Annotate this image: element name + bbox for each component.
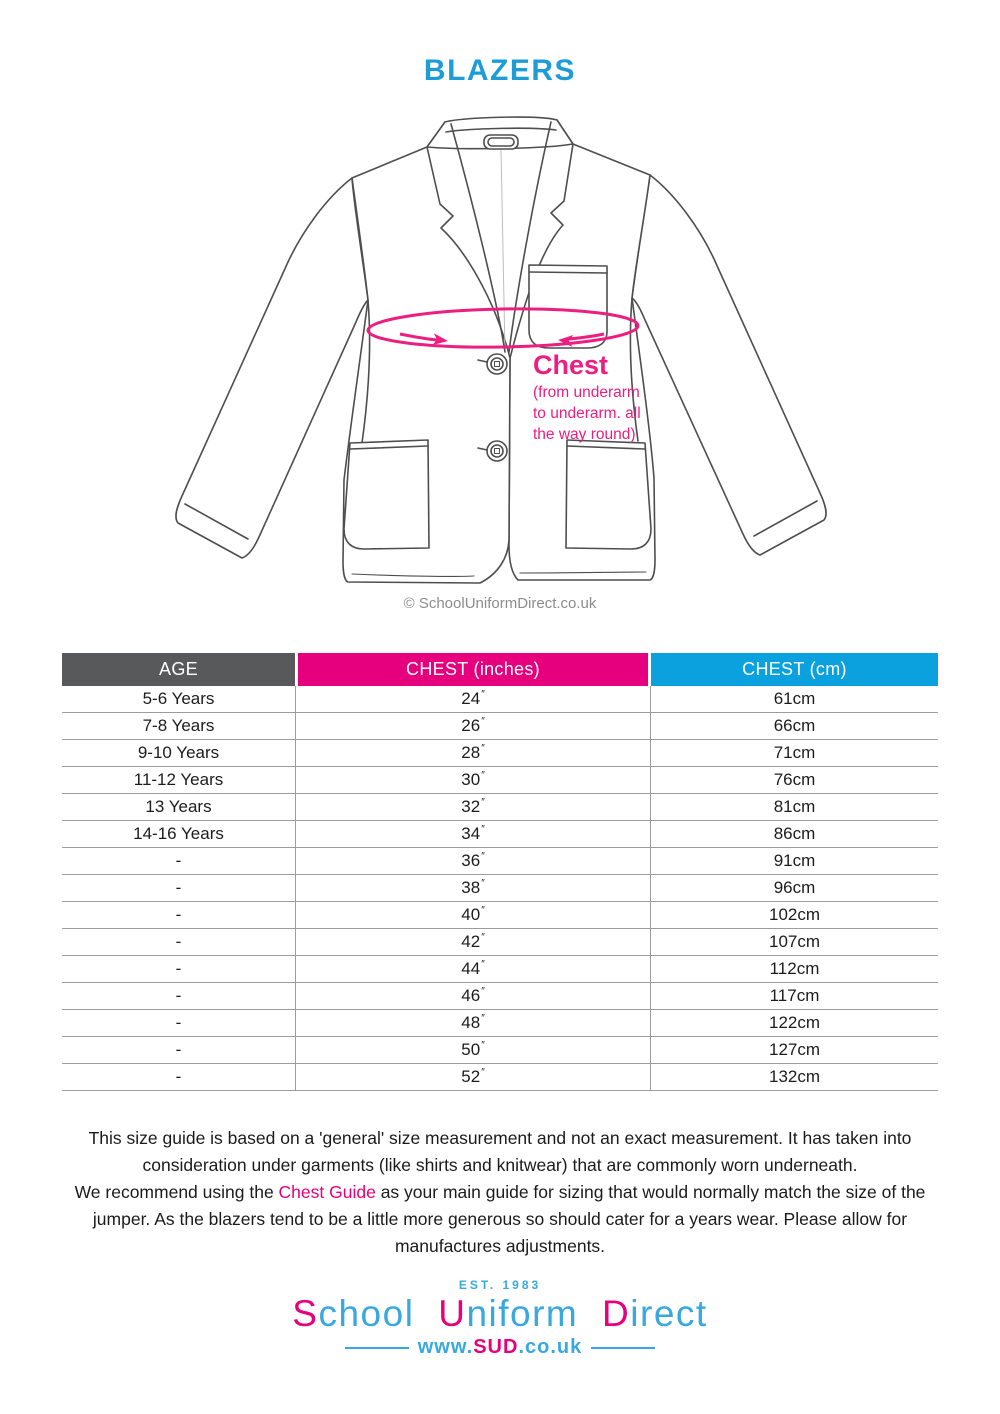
- age-cell: 14-16 Years: [62, 821, 295, 848]
- note-p2-after: as your main guide for sizing that would normally match the size of the jumper. As the blazers tend to be a little more generous so should cater for a years wear. Please allow for manufactures adjustments.: [92, 1182, 926, 1256]
- inch-mark: ″: [481, 878, 485, 889]
- chest-cm-cell: 127cm: [651, 1037, 938, 1064]
- size-table-body: [62, 686, 938, 1091]
- chest-inches-cell: 38″: [295, 875, 651, 902]
- note-paragraph-1: This size guide is based on a 'general' size measurement and not an exact measurement. It has taken into consideration under garments (like shirts and knitwear) that are commonly worn underneath.: [88, 1128, 912, 1175]
- age-cell: -: [62, 902, 295, 929]
- header-age: AGE: [62, 653, 295, 686]
- age-cell: -: [62, 875, 295, 902]
- chest-inches-cell: 48″: [295, 1010, 651, 1037]
- chest-cm-cell: 76cm: [651, 767, 938, 794]
- age-cell: -: [62, 1037, 295, 1064]
- table-row: [62, 983, 938, 1010]
- chest-inches-cell: 26″: [295, 713, 651, 740]
- inch-mark: ″: [481, 1013, 485, 1024]
- left-pocket: [344, 440, 429, 549]
- age-cell: -: [62, 848, 295, 875]
- inch-mark: ″: [481, 1040, 485, 1051]
- inch-mark: ″: [481, 905, 485, 916]
- chest-inches-cell: 46″: [295, 983, 651, 1010]
- website-row: [0, 1336, 1000, 1359]
- table-row: [62, 1010, 938, 1037]
- inch-mark: ″: [481, 770, 485, 781]
- chest-sublabel-2: to underarm. all: [533, 405, 641, 422]
- chest-cm-cell: 66cm: [651, 713, 938, 740]
- chest-inches-cell: 28″: [295, 740, 651, 767]
- blazer-diagram: [150, 92, 850, 620]
- chest-cm-cell: 81cm: [651, 794, 938, 821]
- age-cell: 9-10 Years: [62, 740, 295, 767]
- age-cell: 7-8 Years: [62, 713, 295, 740]
- inch-mark: ″: [481, 716, 485, 727]
- header-chest-inches: CHEST (inches): [295, 653, 651, 686]
- chest-cm-cell: 71cm: [651, 740, 938, 767]
- chest-cm-cell: 122cm: [651, 1010, 938, 1037]
- age-cell: 5-6 Years: [62, 686, 295, 713]
- chest-cm-cell: 61cm: [651, 686, 938, 713]
- right-sleeve: [632, 175, 826, 555]
- header-chest-cm: CHEST (cm): [651, 653, 938, 686]
- chest-inches-cell: 40″: [295, 902, 651, 929]
- age-cell: -: [62, 929, 295, 956]
- inch-mark: ″: [481, 824, 485, 835]
- chest-cm-cell: 86cm: [651, 821, 938, 848]
- blazer-figure: [150, 92, 850, 620]
- note-p2-before: We recommend using the: [74, 1182, 279, 1202]
- brand-word-school: School: [292, 1293, 415, 1334]
- chest-label: Chest: [533, 350, 609, 380]
- right-pocket: [566, 440, 651, 549]
- table-row: [62, 686, 938, 713]
- age-cell: -: [62, 956, 295, 983]
- age-cell: -: [62, 1010, 295, 1037]
- chest-inches-cell: 52″: [295, 1064, 651, 1091]
- left-sleeve: [176, 178, 368, 558]
- table-row: [62, 821, 938, 848]
- chest-inches-cell: 24″: [295, 686, 651, 713]
- brand-footer: [0, 1278, 1000, 1359]
- size-table: [62, 653, 938, 1091]
- table-row: [62, 767, 938, 794]
- chest-inches-cell: 44″: [295, 956, 651, 983]
- chest-cm-cell: 132cm: [651, 1064, 938, 1091]
- table-row: [62, 1064, 938, 1091]
- table-row: [62, 713, 938, 740]
- brand-logo: [0, 1293, 1000, 1335]
- age-cell: 13 Years: [62, 794, 295, 821]
- brand-word-direct: Direct: [602, 1293, 708, 1334]
- page-title: BLAZERS: [423, 54, 577, 87]
- size-guide-notes: [48, 1125, 953, 1260]
- inch-mark: ″: [481, 797, 485, 808]
- chest-sublabel-1: (from underarm: [533, 384, 640, 401]
- logo-dash-right: [591, 1347, 655, 1349]
- table-row: [62, 848, 938, 875]
- inch-mark: ″: [481, 689, 485, 700]
- inch-mark: ″: [481, 932, 485, 943]
- table-row: [62, 740, 938, 767]
- note-paragraph-2: [48, 1179, 953, 1260]
- chest-cm-cell: 91cm: [651, 848, 938, 875]
- table-row: [62, 902, 938, 929]
- table-row: [62, 1037, 938, 1064]
- chest-cm-cell: 96cm: [651, 875, 938, 902]
- chest-inches-cell: 50″: [295, 1037, 651, 1064]
- inch-mark: ″: [481, 1067, 485, 1078]
- chest-sublabel-3: the way round): [533, 426, 636, 443]
- chest-inches-cell: 32″: [295, 794, 651, 821]
- table-row: [62, 794, 938, 821]
- chest-guide-link: Chest Guide: [278, 1182, 376, 1202]
- chest-cm-cell: 102cm: [651, 902, 938, 929]
- logo-dash-left: [345, 1347, 409, 1349]
- table-row: [62, 956, 938, 983]
- brand-word-uniform: Uniform: [438, 1293, 579, 1334]
- established-label: EST. 1983: [458, 1278, 542, 1292]
- chest-inches-cell: 42″: [295, 929, 651, 956]
- age-cell: 11-12 Years: [62, 767, 295, 794]
- website-url: www.SUD.co.uk: [417, 1336, 583, 1358]
- inch-mark: ″: [481, 743, 485, 754]
- chest-inches-cell: 36″: [295, 848, 651, 875]
- chest-cm-cell: 112cm: [651, 956, 938, 983]
- inch-mark: ″: [481, 986, 485, 997]
- chest-cm-cell: 117cm: [651, 983, 938, 1010]
- age-cell: -: [62, 983, 295, 1010]
- inch-mark: ″: [481, 851, 485, 862]
- diagram-credit: © SchoolUniformDirect.co.uk: [403, 595, 597, 612]
- table-row: [62, 875, 938, 902]
- table-row: [62, 929, 938, 956]
- chest-inches-cell: 34″: [295, 821, 651, 848]
- inch-mark: ″: [481, 959, 485, 970]
- size-table-header-row: [62, 653, 938, 686]
- chest-cm-cell: 107cm: [651, 929, 938, 956]
- age-cell: -: [62, 1064, 295, 1091]
- chest-inches-cell: 30″: [295, 767, 651, 794]
